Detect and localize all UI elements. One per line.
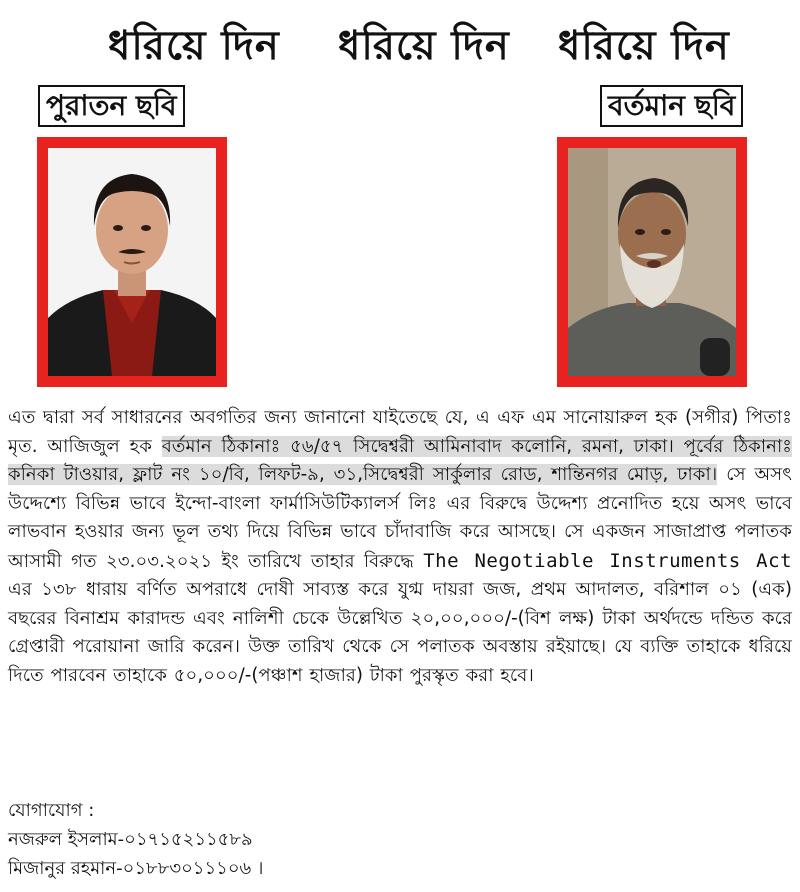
contact-section [8,796,263,883]
old-photo-frame [37,137,227,387]
notice-sentence-1: এত দ্বারা সর্ব সাধারনের অবগতির জন্য জানানো যাইতেছে যে, এ এফ এম সানোয়ারুল হক (সগীর) পিতাঃ মৃত. আজিজুল হক [8,407,792,457]
notice-act-name: The Negotiable Instruments Act [423,549,793,572]
old-photo [48,148,216,376]
old-photo-label: পুরাতন ছবি [38,85,185,127]
current-photo-frame [557,137,747,387]
current-photo-label: বর্তমান ছবি [600,85,743,127]
notice-sentence-4: এর ১৩৮ ধারায় বর্ণিত অপরাধে দোষী সাব্যস্ত করে যুগ্ম দায়রা জজ, প্রথম আদালত, বরিশাল ০১ (এক) বছরের বিনাশ্রম কারাদন্ড এবং নালিশী চেকে উল্লেখিত ২০,০০,০০০/-(বিশ লক্ষ) টাকা অর্থদন্ডে দন্ডিত করে গ্রেপ্তারী পরোয়ানা জারি করেন। উক্ত তারিখ থেকে সে পলাতক অবস্তায় রইয়াছে। যে ব্যক্তি তাহাকে ধরিয়ে দিতে পারবেন তাহাকে ৫০,০০০/-(পঞ্চাশ হাজার) টাকা পুরস্কৃত করা হবে। [8,579,792,686]
contact-line-2: মিজানুর রহমান-০১৮৮৩০১১১০৬ । [8,858,264,879]
notice-body [8,404,792,690]
headline [0,14,800,74]
headline-text-1: ধরিয়ে দিন [108,23,280,69]
contact-line-1: নজরুল ইসলাম-০১৭১৫২১১৫৮৯ [8,829,253,850]
headline-text-2: ধরিয়ে দিন [338,23,510,69]
notice-paragraph [8,404,792,690]
headline-text-3: ধরিয়ে দিন [558,23,730,69]
contact-heading: যোগাযোগ : [8,800,95,821]
notice-address: বর্তমান ঠিকানাঃ ৫৬/৫৭ সিদ্বেশ্বরী আমিনাবাদ কলোনি, রমনা, ঢাকা। পূর্বের ঠিকানাঃ কনিকা টাওয়ার, ফ্লাট নং ১০/বি, লিফট-৯, ৩১,সিদ্বেশ্বরী সার্কুলার রোড, শান্তিনগর মোড়, ঢাকা। [8,435,792,485]
current-photo [568,148,736,376]
notice-sentence-3: সে অসৎ উদ্দেশ্যে বিভিন্ন ভাবে ইন্দো-বাংলা ফার্মাসিউটিক্যালর্স লিঃ এর বিরুদ্বে উদ্দেশ্য প্রনোদিত হয়ে অসৎ ভাবে লাভবান হওয়ার জন্য ভূল তথ্য দিয়ে বিভিন্ন ভাবে চাঁদাবাজি করে আসছে। সে একজন সাজাপ্রাপ্ত পলাতক আসামী গত ২৩.০৩.২০২১ ইং তারিখে তাহার বিরুদ্ধে [8,464,792,572]
